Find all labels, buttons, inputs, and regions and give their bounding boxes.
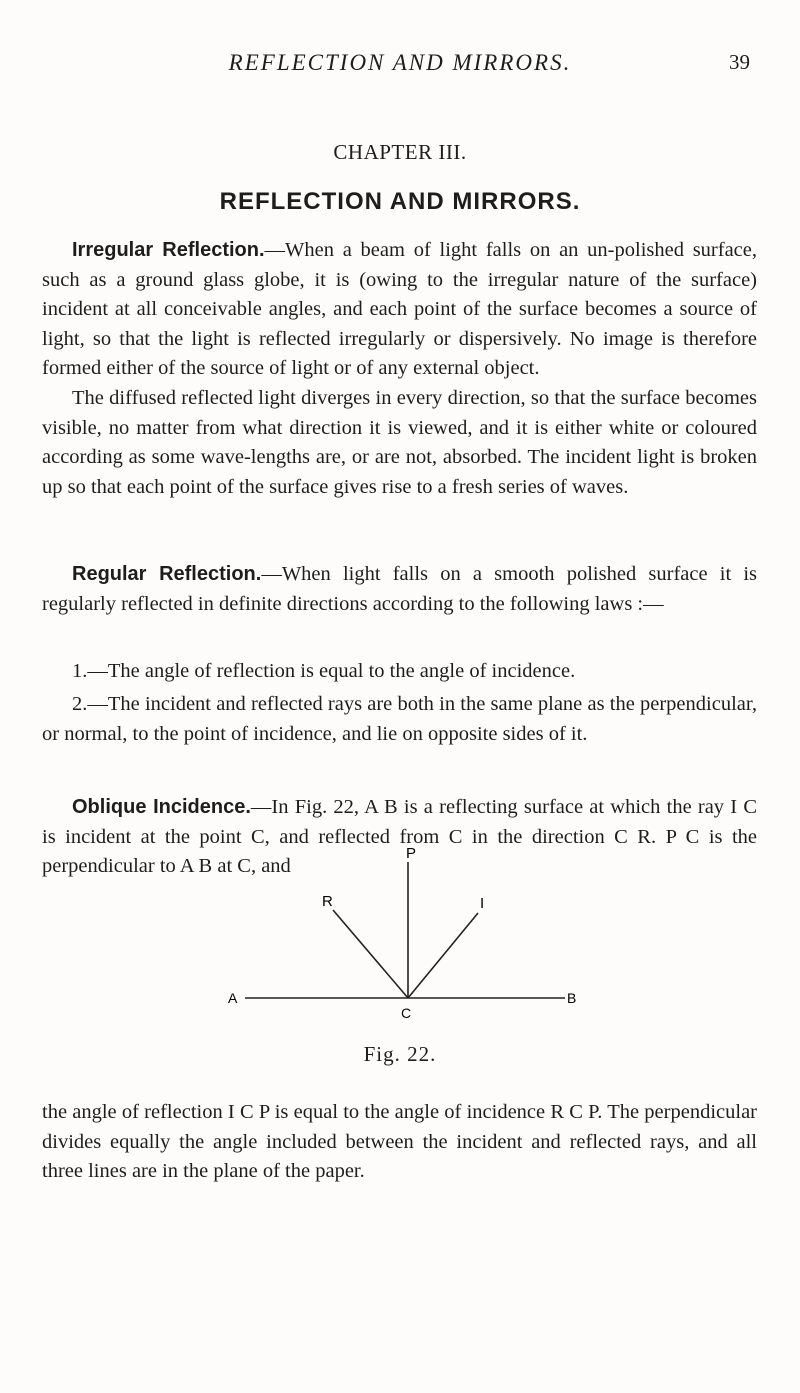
label-c: C bbox=[401, 1005, 412, 1021]
angle-paragraph: the angle of reflection I C P is equal to the angle of incidence R C P. The perpendicular divides equally the angle included between the incident and reflected rays, and all three lines are in the plane of the paper. bbox=[42, 1101, 757, 1182]
irregular-reflection-heading: Irregular Reflection. bbox=[72, 239, 265, 261]
regular-reflection-text: —When light falls on a smooth polished surface it is regularly reflected in definite directions according to the following laws :— bbox=[42, 563, 757, 615]
label-i: I bbox=[480, 895, 485, 912]
figure-22 bbox=[0, 845, 800, 1070]
regular-reflection-heading: Regular Reflection. bbox=[72, 563, 262, 585]
label-a: A bbox=[228, 990, 238, 1006]
regular-reflection-paragraph bbox=[42, 560, 757, 619]
diffused-light-paragraph: The diffused reflected light diverges in every direction, so that the surface becomes visible, no matter from what direction it is viewed, and it is either white or coloured according as some wave-lengths are, or are not, absorbed. The incident light is broken up so that each point of the surface gives rise to a fresh series of waves. bbox=[42, 387, 757, 498]
label-b: B bbox=[567, 990, 577, 1006]
irregular-reflection-paragraph bbox=[42, 236, 757, 384]
figure-caption: Fig. 22. bbox=[363, 1042, 437, 1066]
reflection-diagram bbox=[0, 845, 800, 1070]
law-one: 1.—The angle of reflection is equal to the angle of incidence. bbox=[72, 660, 576, 682]
chapter-title: REFLECTION AND MIRRORS. bbox=[219, 188, 581, 215]
irregular-reflection-text: —When a beam of light falls on an un-polished surface, such as a ground glass globe, it is (owing to the irregular nature of the surface) incident at all conceivable angles, and each point of the surface becomes a source of light, so that the light is reflected irregularly or dispersively. No image is therefore formed either of the source of light or of any external object. bbox=[42, 239, 757, 379]
page-header bbox=[0, 48, 800, 88]
chapter-heading: CHAPTER III. bbox=[333, 140, 467, 164]
page-number: 39 bbox=[729, 50, 750, 74]
reflected-ray-cr bbox=[333, 910, 408, 998]
label-p: P bbox=[406, 845, 417, 862]
oblique-incidence-paragraph bbox=[42, 793, 757, 882]
oblique-incidence-heading: Oblique Incidence. bbox=[72, 796, 251, 818]
label-r: R bbox=[322, 893, 333, 910]
oblique-incidence-text: —In Fig. 22, A B is a reflecting surface at which the ray I C is incident at the point C, and reflected from C in the direction C R. P C is the perpendicular to A B at C, and bbox=[42, 796, 758, 877]
law-two: 2.—The incident and reflected rays are both in the same plane as the perpendicular, or normal, to the point of incidence, and lie on opposite sides of it. bbox=[42, 693, 757, 745]
running-title: REFLECTION AND MIRRORS. bbox=[228, 50, 572, 75]
incident-ray-ic bbox=[408, 913, 478, 998]
